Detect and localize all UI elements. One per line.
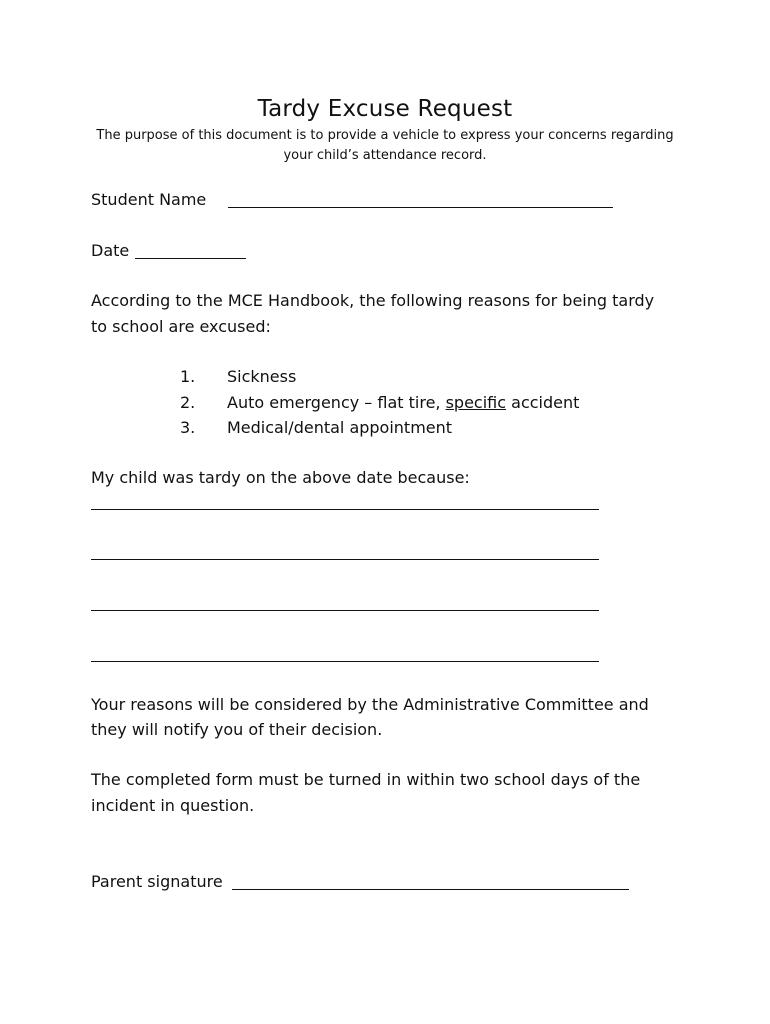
deadline-line-1: The completed form must be turned in within two school days of the <box>91 770 641 789</box>
consider-line-2: they will notify you of their decision. <box>91 720 383 739</box>
deadline-line-2: incident in question. <box>91 796 255 815</box>
reason-field-line-2[interactable] <box>91 559 599 560</box>
reason-2-text-before: Auto emergency – flat tire, <box>227 393 446 412</box>
student-name-label: Student Name <box>91 190 207 209</box>
because-label: My child was tardy on the above date because: <box>91 468 470 487</box>
reason-2-text <box>227 393 579 412</box>
page-title: Tardy Excuse Request <box>257 96 513 122</box>
date-field[interactable] <box>135 258 246 259</box>
date-label: Date <box>91 241 130 260</box>
parent-signature-field[interactable] <box>232 889 629 890</box>
consider-line-1: Your reasons will be considered by the Administrative Committee and <box>91 695 649 714</box>
reason-1-text: Sickness <box>227 367 297 386</box>
handbook-line-1: According to the MCE Handbook, the following reasons for being tardy <box>91 291 655 310</box>
student-name-field[interactable] <box>228 207 613 208</box>
reason-3-text: Medical/dental appointment <box>227 418 453 437</box>
reason-2-number: 2. <box>180 393 196 412</box>
reason-3-number: 3. <box>180 418 196 437</box>
reason-2-text-after: accident <box>506 393 580 412</box>
reason-1-number: 1. <box>180 367 196 386</box>
reason-2-text-underlined: specific <box>445 393 507 412</box>
subtitle-line-1: The purpose of this document is to provide a vehicle to express your concerns regarding <box>96 128 674 143</box>
handbook-line-2: to school are excused: <box>91 317 271 336</box>
signature-label: Parent signature <box>91 872 223 891</box>
reason-field-line-3[interactable] <box>91 610 599 611</box>
subtitle-line-2: your child’s attendance record. <box>283 148 487 163</box>
reason-field-line-1[interactable] <box>91 509 599 510</box>
reason-field-line-4[interactable] <box>91 661 599 662</box>
